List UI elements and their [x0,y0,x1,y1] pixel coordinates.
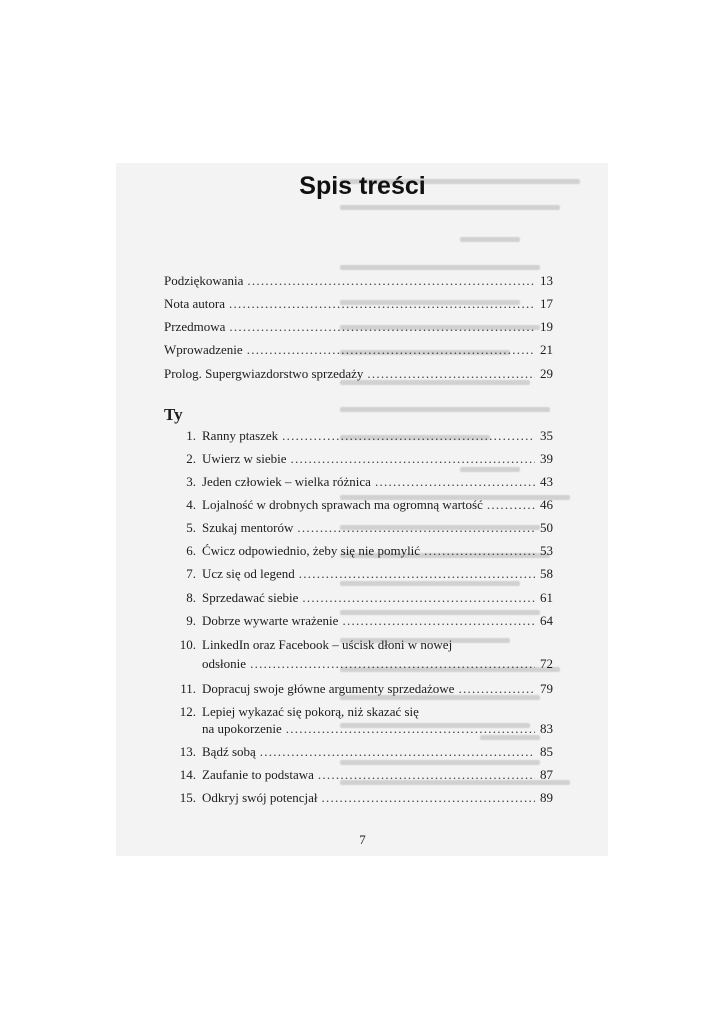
leader-dots [247,342,535,358]
chapter-number: 14. [179,767,196,782]
toc-entry-label: Podziękowania [164,273,244,288]
leader-dots [250,656,535,672]
toc-entry-page: 17 [540,296,553,311]
toc-entry-page: 13 [540,273,553,288]
leader-dots [322,790,535,806]
toc-chapter-10[interactable] [176,656,553,672]
chapter-number: 10. [179,637,196,652]
toc-entry-page: 83 [540,721,553,736]
chapter-number: 4. [186,497,196,512]
toc-entry-page: 61 [540,590,553,605]
toc-chapter-8[interactable] [176,590,553,606]
chapter-number: 5. [186,520,196,535]
leader-dots [229,319,535,335]
toc-entry-foreword[interactable] [164,319,553,335]
toc-entry-page: 29 [540,366,553,381]
toc-entry-label: Ranny ptaszek [202,428,279,443]
toc-entry-page: 85 [540,744,553,759]
toc-entry-author-note[interactable] [164,296,553,312]
toc-chapter-5[interactable] [176,520,553,536]
chapter-number: 12. [179,704,196,719]
toc-entry-label: LinkedIn oraz Facebook – uścisk dłoni w nowej [202,637,453,652]
toc-entry-page: 46 [540,497,553,512]
toc-entry-page: 43 [540,474,553,489]
leader-dots [290,451,535,467]
toc-chapter-12[interactable] [176,721,553,737]
chapter-number: 6. [186,543,196,558]
chapter-number: 13. [179,744,196,759]
toc-entry-acknowledgements[interactable] [164,273,553,289]
toc-entry-page: 21 [540,342,553,357]
toc-entry-page: 87 [540,767,553,782]
leader-dots [260,744,535,760]
toc-chapter-10-line1[interactable] [176,637,452,653]
chapter-number: 3. [186,474,196,489]
toc-entry-label: Sprzedawać siebie [202,590,299,605]
leader-dots [229,296,535,312]
page-title: Spis treści [299,172,426,200]
leader-dots [424,543,535,559]
toc-entry-introduction[interactable] [164,342,553,358]
toc-entry-label: Dobrze wywarte wrażenie [202,613,339,628]
leader-dots [282,428,535,444]
toc-entry-label: Nota autora [164,296,226,311]
toc-entry-label: Prolog. Supergwiazdorstwo sprzedaży [164,366,364,381]
toc-entry-label: Zaufanie to podstawa [202,767,314,782]
chapter-number: 15. [179,790,196,805]
toc-entry-label: Wprowadzenie [164,342,243,357]
leader-dots [297,520,535,536]
section-heading: Ty [164,405,183,424]
toc-chapter-6[interactable] [176,543,553,559]
toc-entry-page: 64 [540,613,553,628]
leader-dots [367,366,535,382]
leader-dots [487,497,535,513]
toc-entry-label: Dopracuj swoje główne argumenty sprzedażowe [202,681,455,696]
toc-entry-page: 53 [540,543,553,558]
leader-dots [375,474,535,490]
page-number: 7 [359,832,366,847]
toc-entry-label-continued: na upokorzenie [202,721,282,736]
toc-chapter-1[interactable] [176,428,553,444]
toc-chapter-14[interactable] [176,767,553,783]
toc-chapter-15[interactable] [176,790,553,806]
toc-entry-prologue[interactable] [164,366,553,382]
leader-dots [302,590,535,606]
toc-entry-label-continued: odsłonie [202,656,247,671]
chapter-number: 2. [186,451,196,466]
toc-chapter-3[interactable] [176,474,553,490]
toc-entry-label: Ucz się od legend [202,566,295,581]
toc-chapter-4[interactable] [176,497,553,513]
toc-entry-page: 79 [540,681,553,696]
toc-entry-page: 58 [540,566,553,581]
toc-chapter-7[interactable] [176,566,553,582]
chapter-number: 9. [186,613,196,628]
toc-entry-label: Bądź sobą [202,744,256,759]
chapter-number: 8. [186,590,196,605]
toc-chapter-12-line1[interactable] [176,704,419,720]
toc-entry-label: Ćwicz odpowiednio, żeby się nie pomylić [202,543,421,558]
leader-dots [318,767,535,783]
toc-chapter-9[interactable] [176,613,553,629]
toc-chapter-13[interactable] [176,744,553,760]
leader-dots [458,681,535,697]
toc-entry-label: Lepiej wykazać się pokorą, niż skazać się [202,704,419,719]
leader-dots [247,273,535,289]
toc-entry-label: Jeden człowiek – wielka różnica [202,474,371,489]
toc-entry-page: 72 [540,656,553,671]
toc-entry-page: 89 [540,790,553,805]
toc-entry-page: 50 [540,520,553,535]
toc-entry-label: Odkryj swój potencjał [202,790,318,805]
toc-entry-label: Lojalność w drobnych sprawach ma ogromną wartość [202,497,483,512]
chapter-number: 1. [186,428,196,443]
toc-entry-label: Uwierz w siebie [202,451,287,466]
leader-dots [286,721,535,737]
chapter-number: 11. [180,681,196,696]
toc-entry-page: 35 [540,428,553,443]
toc-entry-page: 39 [540,451,553,466]
toc-entry-page: 19 [540,319,553,334]
chapter-number: 7. [186,566,196,581]
toc-entry-label: Przedmowa [164,319,226,334]
leader-dots [342,613,535,629]
toc-chapter-11[interactable] [176,681,553,697]
toc-entry-label: Szukaj mentorów [202,520,294,535]
leader-dots [299,566,535,582]
toc-chapter-2[interactable] [176,451,553,467]
